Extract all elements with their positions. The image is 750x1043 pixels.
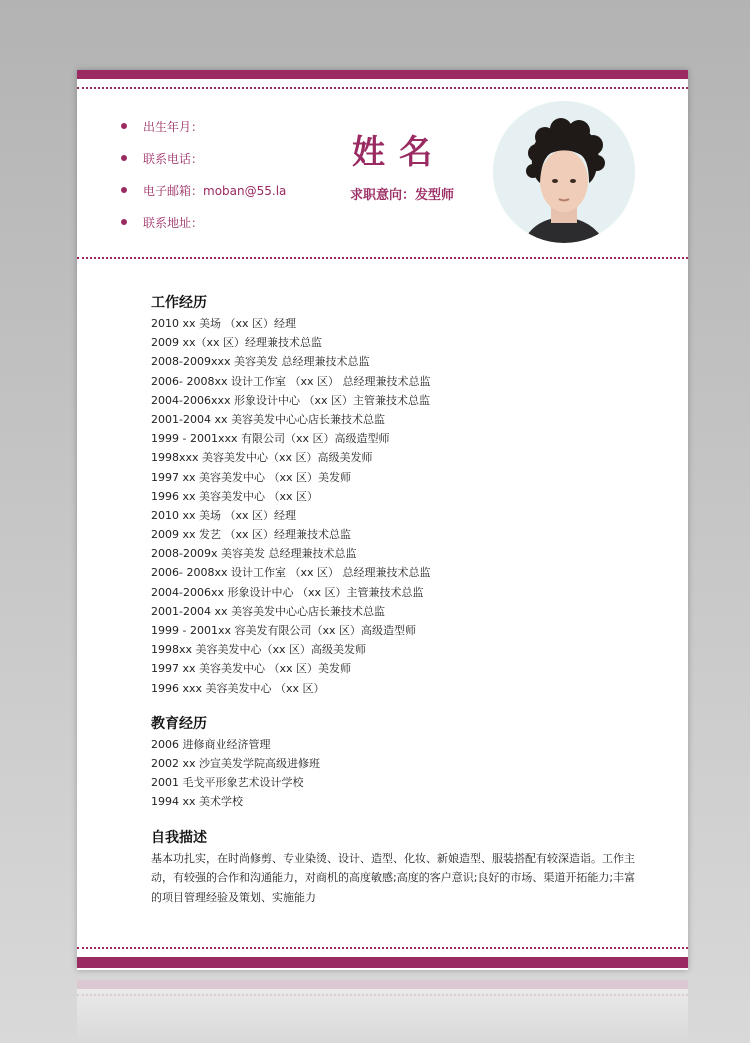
footer-dotted-divider [77,947,688,949]
work-item: 2001-2004 xx 美容美发中心心店长兼技术总监 [151,604,385,618]
work-item: 1997 xx 美容美发中心 （xx 区）美发师 [151,662,352,676]
work-section-title: 工作经历 [151,295,207,311]
bottom-accent-bar [77,957,688,968]
header-dotted-divider [77,257,688,259]
info-label: 出生年月： [143,120,204,134]
info-label: 电子邮箱：moban@55.la [143,184,287,198]
work-item: 1996 xx 美容美发中心 （xx 区） [151,489,319,503]
resume-body [151,292,641,907]
candidate-name: 姓名 [352,132,446,171]
work-item: 2009 xx 发艺 （xx 区）经理兼技术总监 [151,528,352,542]
work-item: 2006- 2008xx 设计工作室 （xx 区） 总经理兼技术总监 [151,566,431,580]
work-item: 2006- 2008xx 设计工作室 （xx 区） 总经理兼技术总监 [151,374,431,388]
education-item: 2002 xx 沙宣美发学院高级进修班 [151,756,321,770]
work-item: 1997 xx 美容美发中心 （xx 区）美发师 [151,470,352,484]
dot-icon [121,155,127,161]
education-section-title: 教育经历 [151,715,207,732]
resume-page [77,70,688,970]
work-item: 1996 xxx 美容美发中心 （xx 区） [151,681,325,695]
work-item: 1999 - 2001xx 容美发有限公司（xx 区）高级造型师 [151,624,416,637]
dot-icon [121,123,127,129]
dot-icon [121,187,127,193]
self-description: 基本功扎实，在时尚修剪、专业染烫、设计、造型、化妆、新娘造型、服装搭配有较深造诣。工作主动，有较强的合作和沟通能力，对商机的高度敏感;高度的客户意识;良好的市场、渠道开拓能力;丰富的项目管理经验及策划、实施能力 [151,851,636,904]
work-item: 2008-2009xxx 美容美发 总经理兼技术总监 [151,355,370,369]
top-dotted-divider [77,87,688,89]
portrait-photo [493,101,635,243]
work-list [151,314,641,698]
education-list [151,735,641,812]
education-item: 2006 进修商业经济管理 [151,737,271,751]
work-item: 2001-2004 xx 美容美发中心心店长兼技术总监 [151,412,385,426]
dot-icon [121,219,127,225]
self-section-title: 自我描述 [151,829,207,846]
page-reflection [77,980,688,1043]
work-item: 2009 xx（xx 区）经理兼技术总监 [151,336,323,350]
work-item: 2008-2009x 美容美发 总经理兼技术总监 [151,547,357,561]
job-intent: 求职意向：发型师 [350,188,455,203]
top-accent-bar [77,70,688,79]
work-item: 1998xxx 美容美发中心（xx 区）高级美发师 [151,451,373,465]
work-item: 1998xx 美容美发中心（xx 区）高级美发师 [151,643,367,657]
work-item: 2010 xx 美场 （xx 区）经理 [151,317,297,330]
work-item: 1999 - 2001xxx 有限公司（xx 区）高级造型师 [151,432,390,446]
info-label: 联系地址： [143,216,204,230]
work-item: 2004-2006xxx 形象设计中心 （xx 区）主管兼技术总监 [151,393,430,407]
education-item: 2001 毛戈平形象艺术设计学校 [151,776,304,790]
education-item: 1994 xx 美术学校 [151,795,244,809]
work-item: 2010 xx 美场 （xx 区）经理 [151,508,297,522]
info-label: 联系电话： [143,152,204,166]
work-item: 2004-2006xx 形象设计中心 （xx 区）主管兼技术总监 [151,585,424,599]
